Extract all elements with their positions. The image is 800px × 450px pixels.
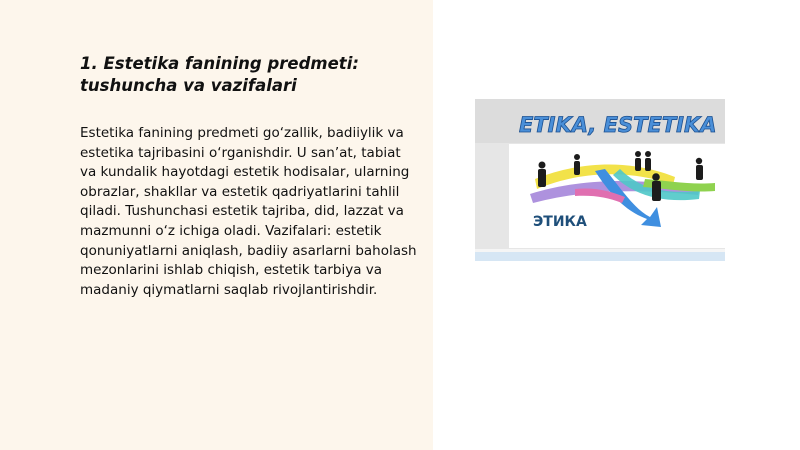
person-figure	[645, 151, 651, 171]
person-figure	[574, 154, 580, 175]
slide-title-line1: 1. Estetika fanining predmeti:	[80, 54, 359, 73]
person-figure	[635, 151, 641, 171]
person-figure	[538, 162, 546, 188]
person-figure	[696, 158, 703, 180]
image-heading: ETIKA, ESTETIKA	[519, 113, 717, 137]
slide-title-line2: tushuncha va vazifalari	[80, 76, 297, 95]
image-bottom-band	[475, 249, 725, 252]
image-bottom-strip	[475, 252, 725, 261]
slide-body-text: Estetika fanining predmeti go‘zallik, badiiylik va estetika tajribasini o‘rganishdir. U san’at, tabiat va kundalik hayotdagi estetik hodisalar, ularning obrazlar, shakllar va estetik qadriyatlarini tahlil qiladi. Tushunchasi estetik tajriba, did, lazzat va mazmunni o‘z ichiga oladi. Vazifalari: estetik qonuniyatlarni aniqlash, badiiy asarlarni baholash mezonlarini ishlab chiqish, estetik tarbiya va madaniy qiymatlarni saqlab rivojlantirishdir.	[80, 125, 417, 298]
slide-title	[80, 53, 410, 97]
image-caption: ЭТИКА	[533, 214, 587, 230]
ethics-illustration	[475, 99, 725, 261]
person-figure	[652, 173, 661, 201]
ethics-aesthetics-image	[475, 99, 725, 261]
